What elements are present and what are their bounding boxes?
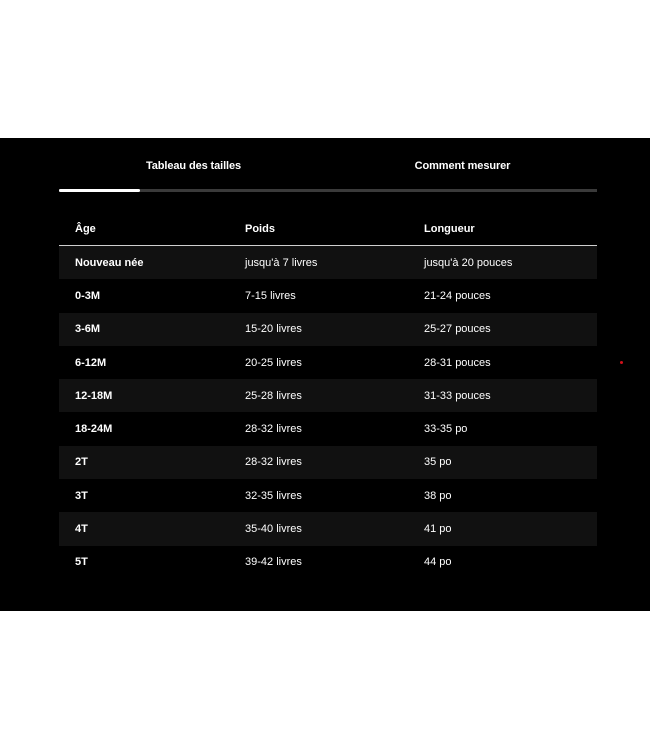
cell-age: 18-24M bbox=[75, 423, 113, 436]
cell-weight: 35-40 livres bbox=[245, 523, 302, 536]
cell-length: 31-33 pouces bbox=[424, 389, 491, 402]
tab-size-chart[interactable]: Tableau des tailles bbox=[145, 160, 242, 172]
header-age: Âge bbox=[59, 212, 245, 246]
cell-age: 5T bbox=[75, 556, 88, 569]
size-chart-panel bbox=[0, 138, 650, 611]
cell-age: 3T bbox=[75, 489, 88, 502]
header-weight: Poids bbox=[245, 212, 424, 246]
cell-length: 35 po bbox=[424, 456, 452, 469]
cell-length: 33-35 po bbox=[424, 423, 468, 436]
active-tab-indicator bbox=[59, 189, 140, 192]
cell-age: Nouveau née bbox=[75, 256, 144, 269]
cell-length: 25-27 pouces bbox=[424, 323, 491, 336]
cell-age: 4T bbox=[75, 523, 88, 536]
tab-bar bbox=[59, 138, 597, 194]
table-row bbox=[59, 246, 597, 280]
cell-age: 12-18M bbox=[75, 389, 113, 402]
table-row bbox=[59, 279, 597, 312]
cell-length: jusqu'à 20 pouces bbox=[424, 256, 513, 269]
cell-length: 28-31 pouces bbox=[424, 356, 491, 369]
table-row bbox=[59, 379, 597, 412]
tab-how-to-measure[interactable]: Comment mesurer bbox=[414, 160, 511, 172]
table-row bbox=[59, 512, 597, 545]
cell-age: 2T bbox=[75, 456, 88, 469]
header-length: Longueur bbox=[424, 212, 597, 246]
tab-track bbox=[59, 189, 597, 192]
table-row bbox=[59, 479, 597, 512]
cell-age: 3-6M bbox=[75, 323, 101, 336]
cell-length: 44 po bbox=[424, 556, 452, 569]
table-row bbox=[59, 346, 597, 379]
table-row bbox=[59, 546, 597, 579]
cell-age: 0-3M bbox=[75, 289, 101, 302]
cell-weight: 32-35 livres bbox=[245, 489, 302, 502]
cell-age: 6-12M bbox=[75, 356, 107, 369]
table-row bbox=[59, 313, 597, 346]
size-table bbox=[59, 212, 597, 579]
table-row bbox=[59, 446, 597, 479]
cell-length: 38 po bbox=[424, 489, 452, 502]
cell-length: 21-24 pouces bbox=[424, 289, 491, 302]
cell-weight: 28-32 livres bbox=[245, 456, 302, 469]
cell-weight: 25-28 livres bbox=[245, 389, 302, 402]
cell-length: 41 po bbox=[424, 523, 452, 536]
cell-weight: jusqu'à 7 livres bbox=[245, 256, 318, 269]
cell-weight: 28-32 livres bbox=[245, 423, 302, 436]
cell-weight: 20-25 livres bbox=[245, 356, 302, 369]
table-row bbox=[59, 412, 597, 445]
cell-weight: 7-15 livres bbox=[245, 289, 296, 302]
cell-weight: 15-20 livres bbox=[245, 323, 302, 336]
cell-weight: 39-42 livres bbox=[245, 556, 302, 569]
red-dot-marker bbox=[620, 361, 623, 364]
table-header-row bbox=[59, 212, 597, 246]
